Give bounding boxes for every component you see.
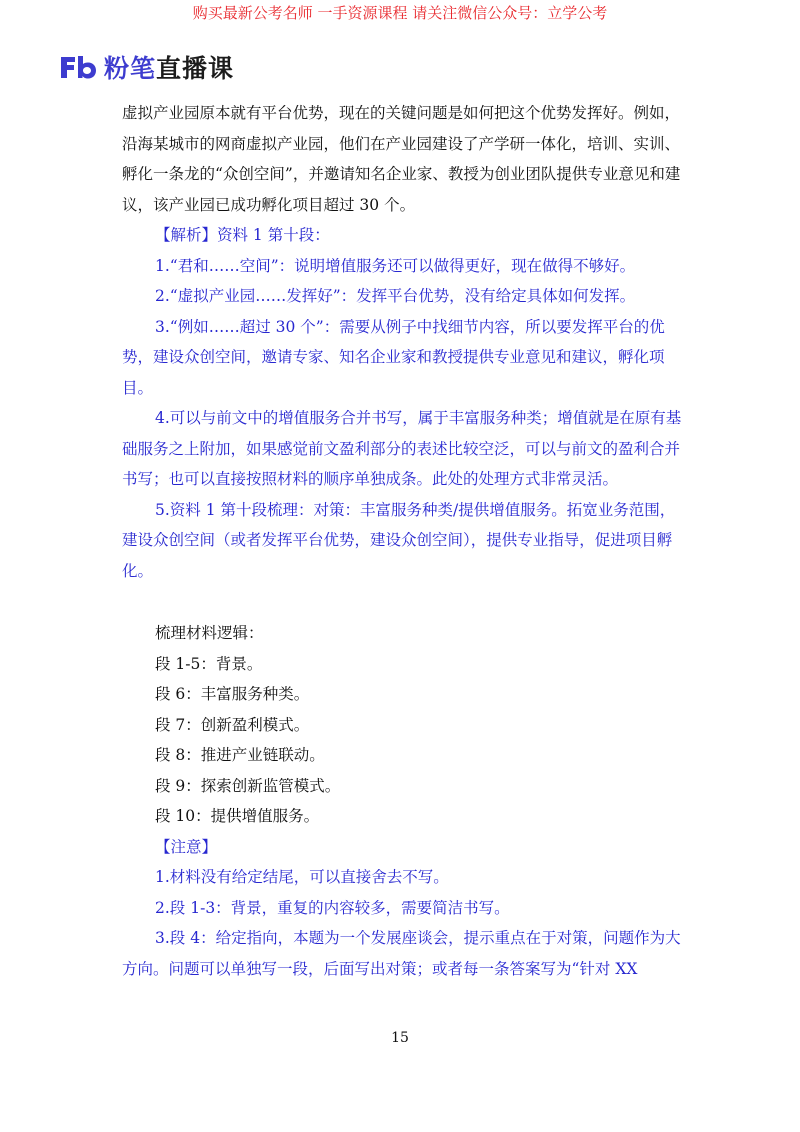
section-gap: [122, 586, 684, 618]
logic-item-3: 段 7：创新盈利模式。: [155, 715, 310, 734]
note-item-3: 3.段 4：给定指向，本题为一个发展座谈会，提示重点在于对策，问题作为大方向。问题可以单独写一段，后面写出对策；或者每一条答案写为“针对 XX: [122, 929, 681, 978]
analysis-title: 【解析】资料 1 第十段：: [155, 226, 330, 244]
note-item-2: 2.段 1-3：背景，重复的内容较多，需要简洁书写。: [155, 898, 510, 917]
logo-brand: 粉笔: [104, 54, 157, 83]
note-item-1: 1.材料没有给定结尾，可以直接舍去不写。: [155, 868, 449, 886]
fenbi-logo-icon: [58, 53, 98, 81]
logic-title: 梳理材料逻辑：: [155, 624, 264, 642]
page-number: 15: [391, 1030, 409, 1046]
logo-suffix: 直播课: [156, 54, 235, 83]
document-body: [122, 98, 684, 984]
analysis-item-3: 3.“例如……超过 30 个”：需要从例子中找细节内容，所以要发挥平台的优势，建设众创空间，邀请专家、知名企业家和教授提供专业意见和建议，孵化项目。: [122, 317, 665, 397]
logo-text: [104, 49, 234, 85]
logic-item-1: 段 1-5：背景。: [155, 654, 263, 673]
intro-paragraph: 虚拟产业园原本就有平台优势，现在的关键问题是如何把这个优势发挥好。例如，沿海某城市的网商虚拟产业园，他们在产业园建设了产学研一体化，培训、实训、孵化一条龙的“众创空间”，并邀请知名企业家、教授为创业团队提供专业意见和建议，该产业园已成功孵化项目超过 30 个。: [122, 104, 681, 214]
header-watermark: 购买最新公考名师 一手资源课程 请关注微信公众号：立学公考: [192, 4, 608, 22]
analysis-item-2: 2.“虚拟产业园……发挥好”：发挥平台优势，没有给定具体如何发挥。: [155, 287, 636, 305]
logic-item-6: 段 10：提供增值服务。: [155, 807, 320, 825]
logic-item-2: 段 6：丰富服务种类。: [155, 685, 310, 703]
logic-item-5: 段 9：探索创新监管模式。: [155, 776, 341, 795]
logic-item-4: 段 8：推进产业链联动。: [155, 746, 325, 764]
note-title: 【注意】: [155, 837, 218, 856]
fenbi-logo: [58, 50, 234, 84]
analysis-item-5: 5.资料 1 第十段梳理：对策：丰富服务种类/提供增值服务。拓宽业务范围，建设众创空间（或者发挥平台优势，建设众创空间），提供专业指导，促进项目孵化。: [122, 500, 676, 580]
analysis-item-1: 1.“君和……空间”：说明增值服务还可以做得更好，现在做得不够好。: [155, 256, 636, 275]
analysis-item-4: 4.可以与前文中的增值服务合并书写，属于丰富服务种类；增值就是在原有基础服务之上附加，如果感觉前文盈利部分的表述比较空泛，可以与前文的盈利合并书写；也可以直接按照材料的顺序单独成条。此处的处理方式非常灵活。: [122, 409, 682, 488]
